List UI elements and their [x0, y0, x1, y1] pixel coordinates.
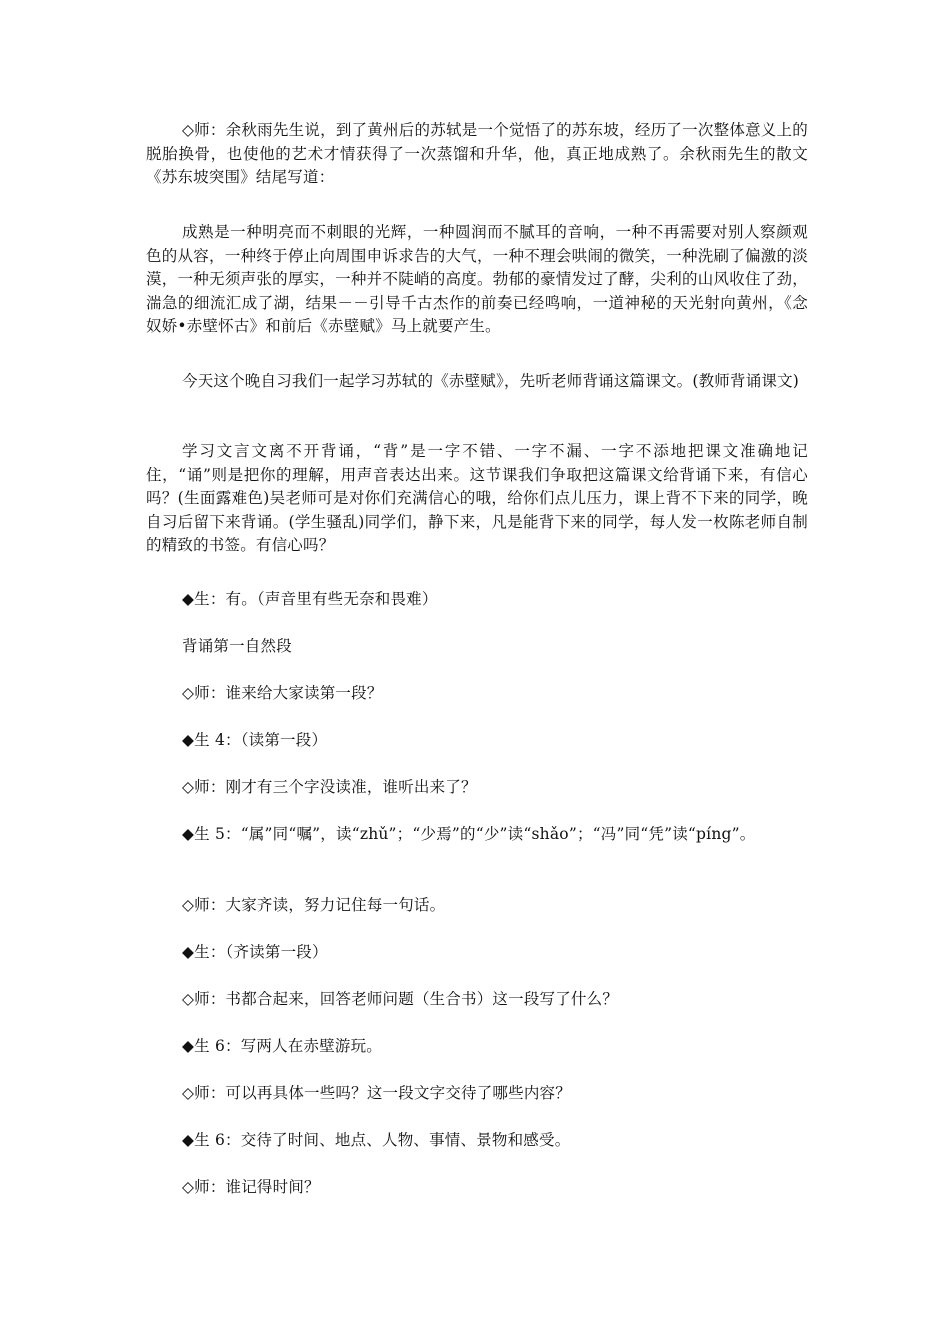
- section-heading: 背诵第一自然段: [182, 637, 292, 655]
- dialogue-line: ◆生：有。（声音里有些无奈和畏难）: [182, 590, 438, 608]
- dialogue-line: ◇师：谁记得时间？: [182, 1178, 320, 1196]
- dialogue-line: ◆生：（齐读第一段）: [182, 943, 328, 961]
- dialogue-line: ◇师：可以再具体一些吗？这一段文字交待了哪些内容？: [182, 1084, 571, 1102]
- lesson-intro-paragraph: 今天这个晚自习我们一起学习苏轼的《赤壁赋》，先听老师背诵这篇课文。(教师背诵课文): [182, 372, 800, 390]
- dialogue-line: ◇师：大家齐读，努力记住每一句话。: [182, 896, 446, 914]
- dialogue-line: ◇师：刚才有三个字没读准，谁听出来了？: [182, 778, 477, 796]
- recitation-paragraph: 学习文言文离不开背诵，“背”是一字不错、一字不漏、一字不添地把课文准确地记住，“诵”则是把你的理解，用声音表达出来。这节课我们争取把这篇课文给背诵下来，有信心吗？(生面露难色)吴老师可是对你们充满信心的哦，给你们点儿压力，课上背不下来的同学，晚自习后留下来背诵。(学生骚乱)同学们，静下来，凡是能背下来的同学，每人发一枚陈老师自制的精致的书签。有信心吗？: [146, 442, 808, 554]
- dialogue-line: ◇师：书都合起来，回答老师问题（生合书）这一段写了什么？: [182, 990, 619, 1008]
- dialogue-line: ◆生 4：（读第一段）: [182, 731, 328, 749]
- quoted-essay-paragraph: 成熟是一种明亮而不刺眼的光辉，一种圆润而不腻耳的音响，一种不再需要对别人察颜观色的从容，一种终于停止向周围申诉求告的大气，一种不理会哄闹的微笑，一种洗刷了偏激的淡漠，一种无须声张的厚实，一种并不陡峭的高度。勃郁的豪情发过了酵，尖利的山风收住了劲，湍急的细流汇成了湖，结果－－引导千古杰作的前奏已经鸣响，一道神秘的天光射向黄州，《念奴娇•赤壁怀古》和前后《赤壁赋》马上就要产生。: [146, 223, 808, 335]
- dialogue-line: ◇师：谁来给大家读第一段？: [182, 684, 383, 702]
- teacher-intro-paragraph: ◇师：余秋雨先生说，到了黄州后的苏轼是一个觉悟了的苏东坡，经历了一次整体意义上的脱胎换骨，也使他的艺术才情获得了一次蒸馏和升华，他，真正地成熟了。余秋雨先生的散文《苏东坡突围》结尾写道：: [146, 121, 808, 186]
- dialogue-line: ◆生 6：交待了时间、地点、人物、事情、景物和感受。: [182, 1131, 571, 1149]
- dialogue-line: ◆生 6：写两人在赤壁游玩。: [182, 1037, 383, 1055]
- dialogue-line: ◆生 5：“属”同“嘱”，读“zhǔ”；“少焉”的“少”读“shǎo”；“冯”同“凭”读“píng”。: [182, 825, 756, 843]
